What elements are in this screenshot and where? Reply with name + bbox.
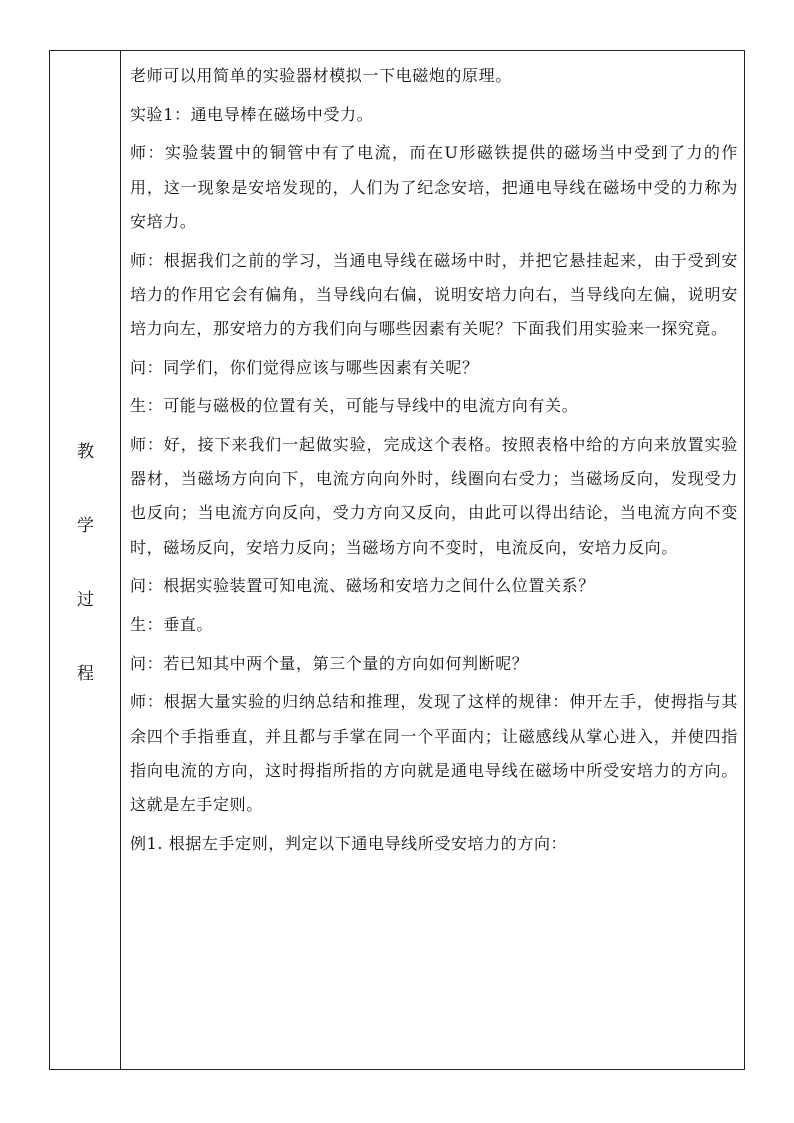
teaching-process-content [121, 51, 744, 1069]
paragraph: 实验1：通电导棒在磁场中受力。 [130, 104, 374, 124]
lesson-table [49, 50, 745, 1070]
paragraph: 问：同学们，你们觉得应该与哪些因素有关呢？ [130, 357, 479, 377]
paragraph: 生：可能与磁极的位置有关，可能与导线中的电流方向有关。 [130, 396, 579, 416]
paragraph: 老师可以用简单的实验器材模拟一下电磁炮的原理。 [130, 66, 512, 85]
paragraph: 问：若已知其中两个量，第三个量的方向如何判断呢？ [130, 653, 529, 673]
section-label-char: 程 [77, 664, 94, 684]
section-label-char: 过 [77, 590, 94, 610]
paragraph: 问：根据实验装置可知电流、磁场和安培力之间什么位置关系？ [130, 576, 595, 596]
paragraph: 师：实验装置中的铜管中有了电流，而在U形磁铁提供的磁场当中受到了力的作用，这一现象是安培发现的，人们为了纪念安培，把通电导线在磁场中受的力称为安培力。 [130, 143, 738, 231]
section-label-char: 教 [77, 442, 94, 462]
paragraph: 生：垂直。 [130, 615, 214, 635]
section-label-char: 学 [77, 516, 94, 536]
paragraph: 师：根据我们之前的学习，当通电导线在磁场中时，并把它悬挂起来，由于受到安培力的作用它会有偏角，当导线向右偏，说明安培力向右，当导线向左偏，说明安培力向左，那安培力的方我们向与哪些因素有关呢？下面我们用实验来一探究竟。 [130, 250, 738, 338]
paragraph: 例1. 根据左手定则，判定以下通电导线所受安培力的方向： [130, 833, 568, 853]
section-label-cell [50, 51, 121, 1069]
paragraph: 师：好，接下来我们一起做实验，完成这个表格。按照表格中给的方向来放置实验器材，当磁场方向向下，电流方向向外时，线圈向右受力；当磁场反向，发现受力也反向；当电流方向反向，受力方向又反向，由此可以得出结论，当电流方向不变时，磁场反向，安培力反向；当磁场方向不变时，电流反向，安培力反向。 [130, 435, 738, 557]
paragraph: 师：根据大量实验的归纳总结和推理，发现了这样的规律：伸开左手，使拇指与其余四个手指垂直，并且都与手掌在同一个平面内；让磁感线从掌心进入，并使四指指向电流的方向，这时拇指所指的方向就是通电导线在磁场中所受安培力的方向。这就是左手定则。 [130, 692, 738, 815]
